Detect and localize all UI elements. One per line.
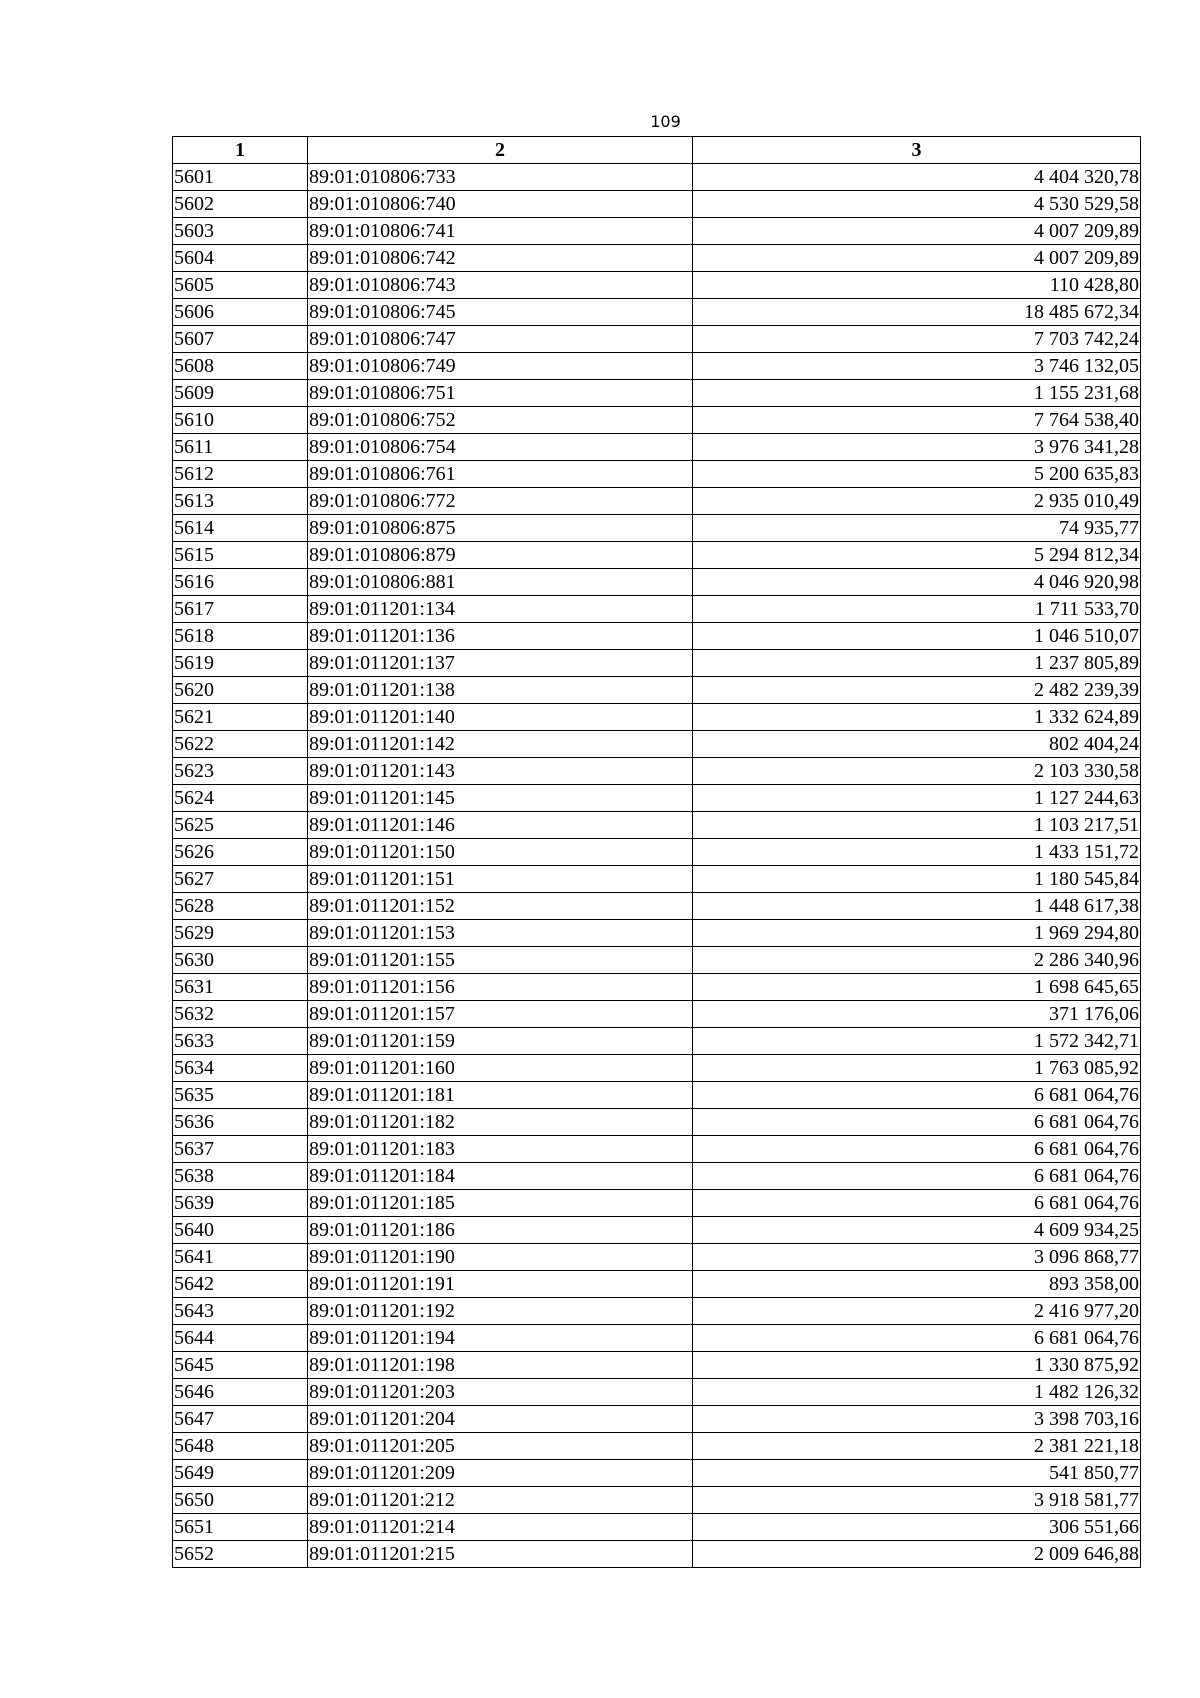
cadastral-number-cell: 89:01:011201:157 bbox=[308, 1001, 693, 1028]
table-row bbox=[173, 515, 1141, 542]
value-cell: 6 681 064,76 bbox=[693, 1109, 1141, 1136]
table-row bbox=[173, 704, 1141, 731]
value-cell: 18 485 672,34 bbox=[693, 299, 1141, 326]
value-cell: 2 935 010,49 bbox=[693, 488, 1141, 515]
row-number-cell: 5615 bbox=[173, 542, 308, 569]
table-row bbox=[173, 1190, 1141, 1217]
row-number-cell: 5617 bbox=[173, 596, 308, 623]
value-cell: 6 681 064,76 bbox=[693, 1136, 1141, 1163]
row-number-cell: 5605 bbox=[173, 272, 308, 299]
row-number-cell: 5607 bbox=[173, 326, 308, 353]
value-cell: 2 009 646,88 bbox=[693, 1541, 1141, 1568]
row-number-cell: 5630 bbox=[173, 947, 308, 974]
value-cell: 3 918 581,77 bbox=[693, 1487, 1141, 1514]
value-cell: 4 046 920,98 bbox=[693, 569, 1141, 596]
table-header-row bbox=[173, 137, 1141, 164]
value-cell: 2 103 330,58 bbox=[693, 758, 1141, 785]
row-number-cell: 5611 bbox=[173, 434, 308, 461]
cadastral-number-cell: 89:01:010806:772 bbox=[308, 488, 693, 515]
table-row bbox=[173, 623, 1141, 650]
table-row bbox=[173, 569, 1141, 596]
cadastral-number-cell: 89:01:011201:214 bbox=[308, 1514, 693, 1541]
value-cell: 4 007 209,89 bbox=[693, 245, 1141, 272]
table-row bbox=[173, 407, 1141, 434]
cadastral-number-cell: 89:01:011201:182 bbox=[308, 1109, 693, 1136]
cadastral-number-cell: 89:01:011201:140 bbox=[308, 704, 693, 731]
table-row bbox=[173, 758, 1141, 785]
cadastral-number-cell: 89:01:011201:155 bbox=[308, 947, 693, 974]
row-number-cell: 5636 bbox=[173, 1109, 308, 1136]
cadastral-number-cell: 89:01:011201:152 bbox=[308, 893, 693, 920]
row-number-cell: 5624 bbox=[173, 785, 308, 812]
value-cell: 3 746 132,05 bbox=[693, 353, 1141, 380]
row-number-cell: 5633 bbox=[173, 1028, 308, 1055]
row-number-cell: 5634 bbox=[173, 1055, 308, 1082]
cadastral-number-cell: 89:01:011201:186 bbox=[308, 1217, 693, 1244]
value-cell: 7 764 538,40 bbox=[693, 407, 1141, 434]
cadastral-number-cell: 89:01:010806:740 bbox=[308, 191, 693, 218]
value-cell: 1 046 510,07 bbox=[693, 623, 1141, 650]
row-number-cell: 5613 bbox=[173, 488, 308, 515]
table-row bbox=[173, 1487, 1141, 1514]
value-cell: 1 482 126,32 bbox=[693, 1379, 1141, 1406]
value-cell: 1 711 533,70 bbox=[693, 596, 1141, 623]
table-row bbox=[173, 326, 1141, 353]
cadastral-number-cell: 89:01:011201:185 bbox=[308, 1190, 693, 1217]
row-number-cell: 5619 bbox=[173, 650, 308, 677]
table-row bbox=[173, 1379, 1141, 1406]
value-cell: 802 404,24 bbox=[693, 731, 1141, 758]
value-cell: 371 176,06 bbox=[693, 1001, 1141, 1028]
cadastral-number-cell: 89:01:011201:138 bbox=[308, 677, 693, 704]
cadastral-number-cell: 89:01:010806:747 bbox=[308, 326, 693, 353]
value-cell: 1 448 617,38 bbox=[693, 893, 1141, 920]
value-cell: 2 482 239,39 bbox=[693, 677, 1141, 704]
row-number-cell: 5642 bbox=[173, 1271, 308, 1298]
cadastral-number-cell: 89:01:011201:145 bbox=[308, 785, 693, 812]
table-row bbox=[173, 1163, 1141, 1190]
row-number-cell: 5604 bbox=[173, 245, 308, 272]
cadastral-number-cell: 89:01:011201:183 bbox=[308, 1136, 693, 1163]
column-header-2: 2 bbox=[308, 137, 693, 164]
value-cell: 541 850,77 bbox=[693, 1460, 1141, 1487]
cadastral-number-cell: 89:01:011201:181 bbox=[308, 1082, 693, 1109]
cadastral-number-cell: 89:01:011201:136 bbox=[308, 623, 693, 650]
value-cell: 1 155 231,68 bbox=[693, 380, 1141, 407]
table-row bbox=[173, 542, 1141, 569]
value-cell: 3 096 868,77 bbox=[693, 1244, 1141, 1271]
table-row bbox=[173, 920, 1141, 947]
value-cell: 1 969 294,80 bbox=[693, 920, 1141, 947]
table-row bbox=[173, 1406, 1141, 1433]
row-number-cell: 5631 bbox=[173, 974, 308, 1001]
row-number-cell: 5649 bbox=[173, 1460, 308, 1487]
page-number: 109 bbox=[650, 112, 681, 131]
value-cell: 6 681 064,76 bbox=[693, 1163, 1141, 1190]
cadastral-number-cell: 89:01:011201:143 bbox=[308, 758, 693, 785]
value-cell: 7 703 742,24 bbox=[693, 326, 1141, 353]
table-row bbox=[173, 245, 1141, 272]
cadastral-number-cell: 89:01:011201:184 bbox=[308, 1163, 693, 1190]
table-row bbox=[173, 866, 1141, 893]
column-header-3: 3 bbox=[693, 137, 1141, 164]
row-number-cell: 5621 bbox=[173, 704, 308, 731]
table-row bbox=[173, 1352, 1141, 1379]
registry-table bbox=[172, 136, 1141, 1568]
cadastral-number-cell: 89:01:011201:198 bbox=[308, 1352, 693, 1379]
cadastral-number-cell: 89:01:010806:881 bbox=[308, 569, 693, 596]
cadastral-number-cell: 89:01:011201:192 bbox=[308, 1298, 693, 1325]
row-number-cell: 5638 bbox=[173, 1163, 308, 1190]
cadastral-number-cell: 89:01:011201:203 bbox=[308, 1379, 693, 1406]
cadastral-number-cell: 89:01:011201:153 bbox=[308, 920, 693, 947]
value-cell: 1 180 545,84 bbox=[693, 866, 1141, 893]
table-row bbox=[173, 164, 1141, 191]
value-cell: 1 763 085,92 bbox=[693, 1055, 1141, 1082]
row-number-cell: 5609 bbox=[173, 380, 308, 407]
cadastral-number-cell: 89:01:010806:752 bbox=[308, 407, 693, 434]
value-cell: 1 572 342,71 bbox=[693, 1028, 1141, 1055]
cadastral-number-cell: 89:01:011201:191 bbox=[308, 1271, 693, 1298]
value-cell: 74 935,77 bbox=[693, 515, 1141, 542]
table-row bbox=[173, 1298, 1141, 1325]
table-row bbox=[173, 596, 1141, 623]
cadastral-number-cell: 89:01:011201:134 bbox=[308, 596, 693, 623]
cadastral-number-cell: 89:01:010806:733 bbox=[308, 164, 693, 191]
cadastral-number-cell: 89:01:010806:751 bbox=[308, 380, 693, 407]
value-cell: 5 200 635,83 bbox=[693, 461, 1141, 488]
table-row bbox=[173, 380, 1141, 407]
row-number-cell: 5606 bbox=[173, 299, 308, 326]
table-row bbox=[173, 812, 1141, 839]
cadastral-number-cell: 89:01:011201:190 bbox=[308, 1244, 693, 1271]
cadastral-number-cell: 89:01:011201:137 bbox=[308, 650, 693, 677]
table-row bbox=[173, 839, 1141, 866]
cadastral-number-cell: 89:01:010806:741 bbox=[308, 218, 693, 245]
cadastral-number-cell: 89:01:011201:160 bbox=[308, 1055, 693, 1082]
row-number-cell: 5627 bbox=[173, 866, 308, 893]
table-row bbox=[173, 299, 1141, 326]
cadastral-number-cell: 89:01:010806:754 bbox=[308, 434, 693, 461]
table-row bbox=[173, 785, 1141, 812]
table-row bbox=[173, 1433, 1141, 1460]
row-number-cell: 5641 bbox=[173, 1244, 308, 1271]
cadastral-number-cell: 89:01:011201:146 bbox=[308, 812, 693, 839]
row-number-cell: 5651 bbox=[173, 1514, 308, 1541]
table-row bbox=[173, 1082, 1141, 1109]
cadastral-number-cell: 89:01:011201:212 bbox=[308, 1487, 693, 1514]
value-cell: 4 609 934,25 bbox=[693, 1217, 1141, 1244]
row-number-cell: 5603 bbox=[173, 218, 308, 245]
row-number-cell: 5644 bbox=[173, 1325, 308, 1352]
table-row bbox=[173, 1244, 1141, 1271]
table-row bbox=[173, 947, 1141, 974]
cadastral-number-cell: 89:01:011201:142 bbox=[308, 731, 693, 758]
row-number-cell: 5602 bbox=[173, 191, 308, 218]
cadastral-number-cell: 89:01:011201:194 bbox=[308, 1325, 693, 1352]
cadastral-number-cell: 89:01:010806:749 bbox=[308, 353, 693, 380]
row-number-cell: 5608 bbox=[173, 353, 308, 380]
table-row bbox=[173, 1001, 1141, 1028]
value-cell: 2 416 977,20 bbox=[693, 1298, 1141, 1325]
table-row bbox=[173, 677, 1141, 704]
cadastral-number-cell: 89:01:011201:215 bbox=[308, 1541, 693, 1568]
row-number-cell: 5626 bbox=[173, 839, 308, 866]
value-cell: 1 237 805,89 bbox=[693, 650, 1141, 677]
row-number-cell: 5647 bbox=[173, 1406, 308, 1433]
table-row bbox=[173, 1055, 1141, 1082]
row-number-cell: 5650 bbox=[173, 1487, 308, 1514]
table-row bbox=[173, 488, 1141, 515]
cadastral-number-cell: 89:01:011201:159 bbox=[308, 1028, 693, 1055]
value-cell: 4 404 320,78 bbox=[693, 164, 1141, 191]
value-cell: 110 428,80 bbox=[693, 272, 1141, 299]
table-row bbox=[173, 353, 1141, 380]
row-number-cell: 5620 bbox=[173, 677, 308, 704]
row-number-cell: 5614 bbox=[173, 515, 308, 542]
table-row bbox=[173, 218, 1141, 245]
value-cell: 6 681 064,76 bbox=[693, 1082, 1141, 1109]
cadastral-number-cell: 89:01:010806:879 bbox=[308, 542, 693, 569]
row-number-cell: 5637 bbox=[173, 1136, 308, 1163]
cadastral-number-cell: 89:01:011201:150 bbox=[308, 839, 693, 866]
value-cell: 3 976 341,28 bbox=[693, 434, 1141, 461]
row-number-cell: 5601 bbox=[173, 164, 308, 191]
row-number-cell: 5632 bbox=[173, 1001, 308, 1028]
cadastral-number-cell: 89:01:011201:204 bbox=[308, 1406, 693, 1433]
cadastral-number-cell: 89:01:011201:205 bbox=[308, 1433, 693, 1460]
row-number-cell: 5629 bbox=[173, 920, 308, 947]
value-cell: 893 358,00 bbox=[693, 1271, 1141, 1298]
value-cell: 6 681 064,76 bbox=[693, 1190, 1141, 1217]
row-number-cell: 5652 bbox=[173, 1541, 308, 1568]
value-cell: 306 551,66 bbox=[693, 1514, 1141, 1541]
row-number-cell: 5643 bbox=[173, 1298, 308, 1325]
cadastral-number-cell: 89:01:010806:743 bbox=[308, 272, 693, 299]
table-row bbox=[173, 893, 1141, 920]
table-body bbox=[173, 164, 1141, 1568]
row-number-cell: 5616 bbox=[173, 569, 308, 596]
value-cell: 4 530 529,58 bbox=[693, 191, 1141, 218]
table-row bbox=[173, 191, 1141, 218]
table-row bbox=[173, 1541, 1141, 1568]
table-row bbox=[173, 1028, 1141, 1055]
cadastral-number-cell: 89:01:010806:745 bbox=[308, 299, 693, 326]
table-row bbox=[173, 1325, 1141, 1352]
table-row bbox=[173, 731, 1141, 758]
value-cell: 5 294 812,34 bbox=[693, 542, 1141, 569]
row-number-cell: 5640 bbox=[173, 1217, 308, 1244]
table-row bbox=[173, 272, 1141, 299]
value-cell: 1 127 244,63 bbox=[693, 785, 1141, 812]
cadastral-number-cell: 89:01:010806:875 bbox=[308, 515, 693, 542]
table-row bbox=[173, 434, 1141, 461]
value-cell: 1 330 875,92 bbox=[693, 1352, 1141, 1379]
value-cell: 1 433 151,72 bbox=[693, 839, 1141, 866]
table-row bbox=[173, 1271, 1141, 1298]
value-cell: 6 681 064,76 bbox=[693, 1325, 1141, 1352]
value-cell: 2 381 221,18 bbox=[693, 1433, 1141, 1460]
table-row bbox=[173, 1136, 1141, 1163]
row-number-cell: 5622 bbox=[173, 731, 308, 758]
value-cell: 4 007 209,89 bbox=[693, 218, 1141, 245]
cadastral-number-cell: 89:01:010806:761 bbox=[308, 461, 693, 488]
table-row bbox=[173, 1109, 1141, 1136]
table-row bbox=[173, 1217, 1141, 1244]
row-number-cell: 5639 bbox=[173, 1190, 308, 1217]
table-row bbox=[173, 461, 1141, 488]
row-number-cell: 5612 bbox=[173, 461, 308, 488]
table-row bbox=[173, 1460, 1141, 1487]
value-cell: 1 698 645,65 bbox=[693, 974, 1141, 1001]
row-number-cell: 5628 bbox=[173, 893, 308, 920]
column-header-1: 1 bbox=[173, 137, 308, 164]
value-cell: 1 332 624,89 bbox=[693, 704, 1141, 731]
row-number-cell: 5623 bbox=[173, 758, 308, 785]
value-cell: 3 398 703,16 bbox=[693, 1406, 1141, 1433]
row-number-cell: 5646 bbox=[173, 1379, 308, 1406]
cadastral-number-cell: 89:01:011201:209 bbox=[308, 1460, 693, 1487]
value-cell: 2 286 340,96 bbox=[693, 947, 1141, 974]
value-cell: 1 103 217,51 bbox=[693, 812, 1141, 839]
table-row bbox=[173, 1514, 1141, 1541]
cadastral-number-cell: 89:01:011201:156 bbox=[308, 974, 693, 1001]
table-row bbox=[173, 650, 1141, 677]
table-row bbox=[173, 974, 1141, 1001]
row-number-cell: 5635 bbox=[173, 1082, 308, 1109]
row-number-cell: 5648 bbox=[173, 1433, 308, 1460]
row-number-cell: 5618 bbox=[173, 623, 308, 650]
row-number-cell: 5645 bbox=[173, 1352, 308, 1379]
row-number-cell: 5625 bbox=[173, 812, 308, 839]
cadastral-number-cell: 89:01:011201:151 bbox=[308, 866, 693, 893]
row-number-cell: 5610 bbox=[173, 407, 308, 434]
cadastral-number-cell: 89:01:010806:742 bbox=[308, 245, 693, 272]
